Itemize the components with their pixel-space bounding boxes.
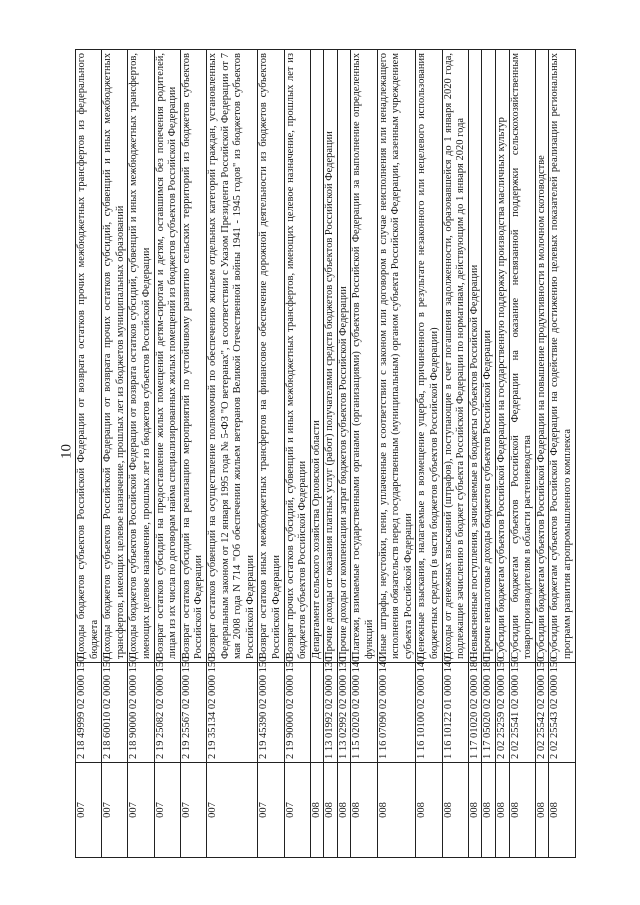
- description-cell: Субсидии бюджетам субъектов Российской Федерации на оказание несвязанной поддержки сельскохозяйственным товаропроизводителям в области растениеводства: [509, 50, 535, 663]
- budget-code-cell: 2 19 35134 02 0000 150: [206, 663, 257, 763]
- description-cell: Доходы бюджетов субъектов Российской Федерации от возврата прочих остатков субсидий, субвенций и иных межбюджетных трансфертов, имеющих целевое назначение, прошлых лет из бюджетов муниципальных образований: [102, 50, 128, 663]
- table-row: [416, 50, 442, 858]
- table-row: [206, 50, 257, 858]
- table-row: [102, 50, 128, 858]
- table-row: [258, 50, 284, 858]
- administrator-code-cell: 007: [180, 763, 206, 858]
- administrator-code-cell: 008: [310, 763, 324, 858]
- administrator-code-cell: 008: [468, 763, 482, 858]
- administrator-code-cell: 007: [128, 763, 154, 858]
- budget-code-cell: [310, 663, 324, 763]
- table-row: [549, 50, 575, 858]
- budget-code-cell: 1 16 07090 02 0000 140: [377, 663, 416, 763]
- table-row: [76, 50, 102, 858]
- administrator-code-cell: 007: [284, 763, 310, 858]
- budget-code-cell: 1 17 01020 02 0000 180: [468, 663, 482, 763]
- table-row: [284, 50, 310, 858]
- description-cell: Департамент сельского хозяйства Орловской области: [310, 50, 324, 663]
- administrator-code-cell: 007: [102, 763, 128, 858]
- description-cell: Возврат остатков субсидий на предоставление жилых помещений детям-сиротам и детям, оставшимся без попечения родителей, лицам из их числа по договорам найма специализированных жилых помещений из бюджетов субъектов Российской Федерации: [154, 50, 180, 663]
- description-cell: Доходы от денежных взысканий (штрафов), поступающие в счет погашения задолженности, образовавшейся до 1 января 2020 года, подлежащие зачислению в бюджет субъекта Российской Федерации по нормативам, действующим до 1 января 2020 года: [442, 50, 468, 663]
- budget-code-cell: 2 19 25082 02 0000 150: [154, 663, 180, 763]
- budget-code-cell: 1 13 02992 02 0000 130: [337, 663, 351, 763]
- description-cell: Доходы бюджетов субъектов Российской Федерации от возврата остатков субсидий, субвенций и иных межбюджетных трансфертов, имеющих целевое назначение, прошлых лет из бюджетов субъектов Российской Федерации: [128, 50, 154, 663]
- table-row: [180, 50, 206, 858]
- budget-code-cell: 2 18 49999 02 0000 150: [76, 663, 102, 763]
- table-body: [76, 50, 576, 858]
- budget-code-cell: 1 16 10122 01 0000 140: [442, 663, 468, 763]
- description-cell: Субсидии бюджетам субъектов Российской Федерации на содействие достижению целевых показателей реализации региональных программ развития агропромышленного комплекса: [549, 50, 575, 663]
- budget-code-cell: 1 13 01992 02 0000 130: [324, 663, 338, 763]
- budget-code-cell: 2 02 25259 02 0000 150: [496, 663, 510, 763]
- description-cell: Доходы бюджетов субъектов Российской Федерации от возврата остатков прочих межбюджетных трансфертов из федерального бюджета: [76, 50, 102, 663]
- administrator-code-cell: 007: [258, 763, 284, 858]
- revenue-classification-table: [75, 49, 576, 858]
- page-number: 10: [58, 444, 75, 459]
- budget-code-cell: 2 02 25542 02 0000 150: [535, 663, 549, 763]
- description-cell: Прочие неналоговые доходы бюджетов субъектов Российской Федерации: [482, 50, 496, 663]
- administrator-code-cell: 008: [482, 763, 496, 858]
- rotated-page: [75, 50, 615, 858]
- table-row: [377, 50, 416, 858]
- administrator-code-cell: 008: [324, 763, 338, 858]
- table-row: [310, 50, 324, 858]
- administrator-code-cell: 007: [154, 763, 180, 858]
- table-row: [351, 50, 377, 858]
- table-row: [482, 50, 496, 858]
- budget-code-cell: 2 02 25541 02 0000 150: [509, 663, 535, 763]
- table-row: [128, 50, 154, 858]
- description-cell: Возврат остатков иных межбюджетных трансфертов на финансовое обеспечение дорожной деятельности из бюджетов субъектов Российской Федерации: [258, 50, 284, 663]
- budget-code-cell: 2 19 25567 02 0000 150: [180, 663, 206, 763]
- administrator-code-cell: 008: [442, 763, 468, 858]
- table-row: [535, 50, 549, 858]
- administrator-code-cell: 008: [509, 763, 535, 858]
- table-row: [442, 50, 468, 858]
- description-cell: Невыясненные поступления, зачисляемые в бюджеты субъектов Российской Федерации: [468, 50, 482, 663]
- budget-code-cell: 1 17 05020 02 0000 180: [482, 663, 496, 763]
- description-cell: Прочие доходы от компенсации затрат бюджетов субъектов Российской Федерации: [337, 50, 351, 663]
- administrator-code-cell: 008: [496, 763, 510, 858]
- table-row: [154, 50, 180, 858]
- description-cell: Возврат остатков субсидий на реализацию мероприятий по устойчивому развитию сельских территорий из бюджетов субъектов Российской Федерации: [180, 50, 206, 663]
- budget-code-cell: 1 15 02020 02 0000 140: [351, 663, 377, 763]
- administrator-code-cell: 008: [535, 763, 549, 858]
- budget-code-cell: 2 19 90000 02 0000 150: [284, 663, 310, 763]
- description-cell: Возврат остатков субвенций на осуществление полномочий по обеспечению жильем отдельных категорий граждан, установленных Федеральным законом от 12 января 1995 года № 5-ФЗ "О ветеранах", в соответствии с Указом Президента Российской Федерации от 7 мая 2008 года N 714 "Об обеспечении жильем ветеранов Великой Отечественной войны 1941 - 1945 годов" из бюджетов субъектов Российской Федерации: [206, 50, 257, 663]
- budget-code-cell: 2 02 25543 02 0000 150: [549, 663, 575, 763]
- budget-code-cell: 2 19 45390 02 0000 150: [258, 663, 284, 763]
- description-cell: Возврат прочих остатков субсидий, субвенций и иных межбюджетных трансфертов, имеющих целевое назначение, прошлых лет из бюджетов субъектов Российской Федерации: [284, 50, 310, 663]
- table-row: [468, 50, 482, 858]
- table-row: [324, 50, 338, 858]
- budget-code-cell: 2 18 90000 02 0000 150: [128, 663, 154, 763]
- description-cell: Денежные взыскания, налагаемые в возмещение ущерба, причиненного в результате незаконного или нецелевого использования бюджетных средств (в части бюджетов субъектов Российской Федерации): [416, 50, 442, 663]
- table-row: [509, 50, 535, 858]
- table-row: [496, 50, 510, 858]
- budget-code-cell: 2 18 60010 02 0000 150: [102, 663, 128, 763]
- administrator-code-cell: 008: [549, 763, 575, 858]
- administrator-code-cell: 008: [416, 763, 442, 858]
- administrator-code-cell: 007: [76, 763, 102, 858]
- administrator-code-cell: 007: [206, 763, 257, 858]
- administrator-code-cell: 008: [337, 763, 351, 858]
- table-row: [337, 50, 351, 858]
- description-cell: Субсидии бюджетам субъектов Российской Федерации на повышение продуктивности в молочном скотоводстве: [535, 50, 549, 663]
- description-cell: Платежи, взимаемые государственными органами (организациями) субъектов Российской Федерации за выполнение определенных функций: [351, 50, 377, 663]
- description-cell: Иные штрафы, неустойки, пени, уплаченные в соответствии с законом или договором в случае неисполнения или ненадлежащего исполнения обязательств перед государственным (муниципальным) органом субъекта Российской Федерации, казенным учреждением субъекта Российской Федерации: [377, 50, 416, 663]
- administrator-code-cell: 008: [377, 763, 416, 858]
- description-cell: Субсидии бюджетам субъектов Российской Федерации на государственную поддержку производства масличных культур: [496, 50, 510, 663]
- administrator-code-cell: 008: [351, 763, 377, 858]
- description-cell: Прочие доходы от оказания платных услуг (работ) получателями средств бюджетов субъектов Российской Федерации: [324, 50, 338, 663]
- budget-code-cell: 1 16 10100 02 0000 140: [416, 663, 442, 763]
